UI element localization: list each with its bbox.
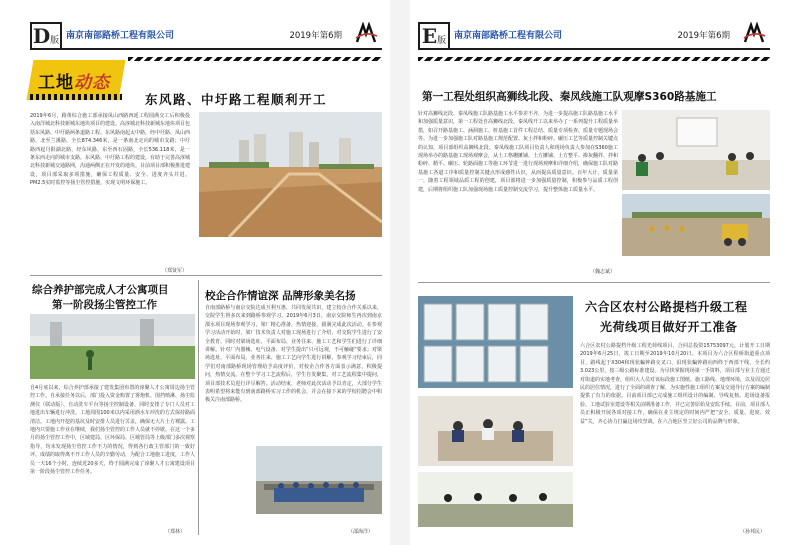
roadbed-site-photo (622, 194, 770, 256)
company-logo-icon (742, 22, 766, 44)
article2-title-line1: 综合养护部完成人才公寓项目 (32, 284, 169, 296)
campus-visit-photo (256, 446, 382, 514)
version-suffix: 版 (50, 36, 60, 46)
page-d (0, 0, 390, 545)
article1-body: 针对高狮线北段、秦凤线施工队路基施工水平参差不齐，为进一步提高施工队路基施工水平和加强质量意识，第一工程处自高狮线北段、秦凤线开工以来举办了一系列提升工程质量举措，如召开路基施工、涵洞施工、桩基施工首件工程总结、质量专项检查、质量专题现场会等。为进一步加强施工队对路基施工规范配置、灰土拌和粉碎、碾压工艺等质量控制关键点的认知，项目部组织高狮线北段、秦凤线施工队项目负责人和现场负责人参加在S360施工现场举办的路基施工现场观摩会，从土工格栅摊铺、土方摊铺、土方整平、掺灰翻拌、拌和粉碎、精平、碾压、轮路面施工等施工环节进一进行现场观摩和详细介绍，确保施工队对路基施工各道工序和质量控制关键点形成感性认识，从而提高质量意识。百年大计，质量第一，随着工程领域品质工程的创建，项目部将进一步加强质量控制，积极参与品质工程创建，后期将组织施工队加强现场施工质量控制交流学习，提升整体施工质量水平。 (418, 111, 618, 193)
version-box-e (418, 22, 450, 50)
office-meeting-photo (418, 396, 573, 466)
page-header-e (418, 22, 770, 48)
divider (418, 282, 770, 283)
article3-title: 校企合作情谊深 品牌形象美名扬 (205, 290, 356, 302)
company-logo-icon (354, 22, 378, 44)
meeting-photo (622, 110, 770, 190)
company-name: 南京南部路桥工程有限公司 (454, 31, 563, 41)
project-board-photo (418, 296, 573, 388)
article2-author: （孙邦民） (740, 529, 766, 535)
header-stripe (128, 57, 382, 61)
article3-author: （邵海洋） (348, 529, 374, 535)
section-badge (30, 60, 122, 100)
article2-body: 六合区农村公路提档升级工程光荷线项目，合同总投资15753097元，计划开工日期2019年6月25日，竣工日期至2019年10月20日。本项目为六合区程桥街道重点项目，路线起于X304和现状蝙钟路交叉口，沿现状蝙钟路向西终于西部干线，全长约3.023公里，按三级公路标准建设。为尽快掌握现场第一手资料，项目部与业主方通过对街道的实地考查，组织大人员对该标段施工图纸、施工路线、地理环境，以及周边居民的居住情况，进行了全面的调查了解，为实施性施工组织方案及交通导行方案的编制提供了有力的依据。目前项目部已完成施工组织设计的编制、导线复核、进场设备报验、工地试验室建设等相关前期准备工作，并已完善原始及安监手续。目前，项目部人员正积极开展各项对接工作，确保在业主规定的时间内严把“安全、质量、进度、效益”关，齐心协力打赢这场攻坚战，在六合地区竖立好公司的品牌与形象。 (580, 343, 770, 425)
header-rule (418, 48, 770, 50)
article1-body: 2019年6月，路黄综合施工部承接凤山西路西延工程圆满交工后积极投入南洋城北科技新城东地块项目的建设。高淳城北科技新城东地块项目包括东风路、中圩路两条道路工程。东风路南起太中路，经中圩路、凤山西路，北至兰溪路，全长874.346米，是一条南北走向的城市支路；中圩路西起丹阳湖北路，经东风路，东至西石固路，全长536.118米，是一条东西走向的城市支路。东风路、中圩路工程的建设，有助于完善高淳城北科技新城交通路网，沟通两侧正在开发的地块。目前项目部积极推进建设，项目部采取多项措施，确保工程质量、安全、进度齐头并进。PM2.5实时监控等扬尘管控措施，实现文明环保施工。 (30, 113, 190, 187)
road-construction-photo (199, 112, 382, 237)
article3-body-top: 自南部路桥与南京交院达成互利互惠、共同发展共识，建立校企合作关系以来，交院学生督多次来到路桥参观学习。2019年6月3日，南京交院师生再次到南京溧水项目现场参观学习，梁厂精心准备，热情迎接，圆满完成此次活动。在参观学习活动开始时，梁厂技术负责人对施工现场进行了介绍，对交院学生进行了安全教育，同时对梁场选址、平面布局、业务往来、施工工艺和学生们进行了详细讲解。针对厂内器械、电气设备、对学生提出“只可远观，不可触碰”要求；对梁场选址、平面布局、业务往来、施工工艺向学生进行讲解，参观学习结束后，同学们对南部路桥现场管理给予高度评价，对校企合作各方面表示满意，积极提问，热情交流。在整个学习工艺流程后，学生自发聚集，对工艺流程集中提问，项目部技术员进行详尽解答。活动结束，老师对此次活动予以肯定，大部分学生表明希望将来能有到南部路桥实习工作的机会，并会在接下来的学校招聘会中积极关注南部路桥。 (205, 305, 382, 404)
article2-title-line1: 六合区农村公路提档升级工程 (585, 300, 748, 314)
page-gutter (390, 0, 410, 545)
version-letter: E (421, 24, 438, 48)
article2-title-line2: 光荷线项目做好开工准备 (600, 320, 738, 334)
version-letter: D (32, 24, 51, 48)
version-suffix: 版 (437, 36, 447, 46)
header-stripe (418, 57, 770, 61)
article2-title-line2: 第一阶段扬尘管控工作 (52, 299, 157, 311)
article1-title: 东风路、中圩路工程顺利开工 (145, 92, 328, 107)
issue-number: 2019年第6期 (677, 31, 730, 41)
version-box-d (30, 22, 62, 50)
divider (30, 275, 382, 276)
article2-author: （郑林） (165, 529, 186, 535)
company-name: 南京南部路桥工程有限公司 (66, 31, 175, 41)
issue-number: 2019年第6期 (289, 31, 342, 41)
badge-suffix: 动态 (74, 73, 110, 93)
article1-author: （郑贤军） (162, 268, 188, 274)
site-survey-photo (418, 472, 573, 527)
page-header-d (30, 22, 382, 48)
article1-title: 第一工程处组织高狮线北段、秦凤线施工队观摩S360路基施工 (422, 91, 717, 103)
article2-body: 自4月底以来，综合养护部承接了建发集团布置的淳聚人才公寓周边扬尘管控工作。自承接任务以后，部门投入资金购置了雾炮机、围挡喷淋、扬尘监测仪（联动版）、自动洗车平台等扬尘控制设备，同时安排了专门人员对工地进出车辆进行冲洗。工地周围100米以内采用洒水车冲洗的方式保持路面清洁。工地内开挖的基坑及时安排人员进行苫盖，确保无大片土方裸露。工地内只要施工作业在继续，我们扬尘管控的工作人员就不停歇。在这一个多月的扬尘管控工作中，区域建局、区环保局、区城管局等上级部门多次视察指导，均未发现扬尘管控工作不力的情况，得到各行政主管部门的一致好评。成绩的取得离不开工作人员的辛勤劳动，为配合工地施工进度，工作人员一天16个小时，连续近20多天，终于圆满完成了淳聚人才公寓建设项目第一阶段扬尘管控工作任务。 (30, 385, 195, 476)
badge-prefix: 工地 (38, 73, 74, 93)
dust-control-photo (30, 314, 195, 379)
header-rule (30, 48, 382, 50)
article1-author: （魏志斌） (590, 269, 616, 275)
page-e (410, 0, 800, 545)
column-divider (198, 280, 199, 535)
